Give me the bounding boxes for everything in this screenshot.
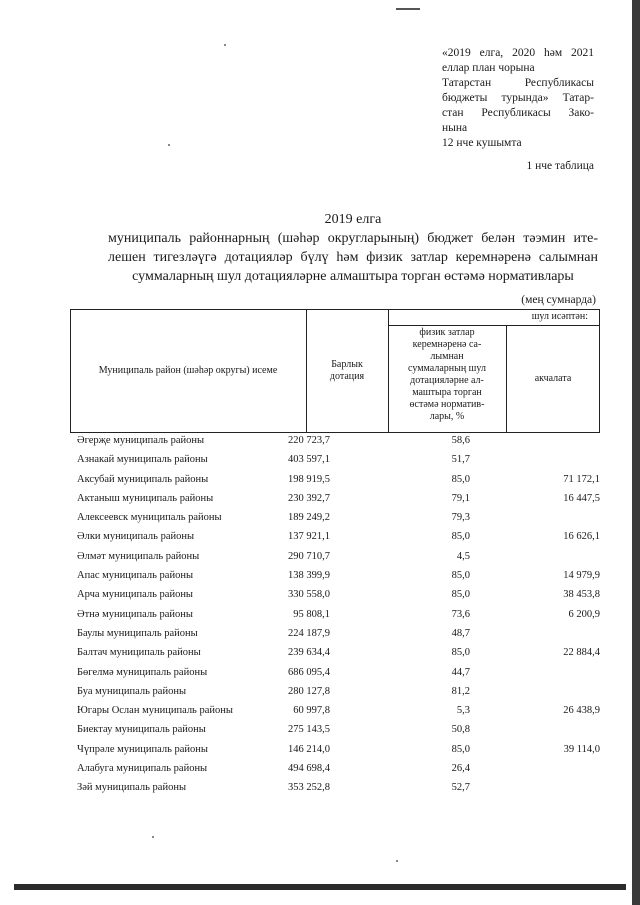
row-name: Аксубай муниципаль районы [77, 473, 209, 485]
row-norm: 50,8 [451, 724, 470, 736]
row-total: 224 187,9 [288, 627, 330, 639]
header-border-left [70, 309, 71, 433]
units-note: (мең сумнарда) [521, 294, 596, 306]
row-norm: 26,4 [451, 763, 470, 775]
table-row [70, 701, 600, 720]
header-divider [388, 309, 389, 433]
table-row [70, 566, 600, 585]
row-total: 95 808,1 [293, 608, 330, 620]
row-total: 280 127,8 [288, 685, 330, 697]
row-total: 220 723,7 [288, 435, 330, 446]
title-line: суммаларның шул дотацияләрне алмаштыра торган өстәмә нормативлары [132, 269, 574, 284]
row-name: Зәй муниципаль районы [77, 782, 187, 794]
row-total: 189 249,2 [288, 512, 330, 524]
row-norm: 85,0 [451, 589, 470, 601]
row-norm: 79,3 [451, 512, 470, 524]
table-row [70, 527, 600, 546]
header-total-line: Барлык [331, 359, 363, 370]
law-reference-line: еллар план чорына [442, 62, 535, 74]
header-border-right [599, 309, 600, 433]
header-including: шул исәптән: [531, 311, 588, 322]
row-total: 137 921,1 [288, 531, 330, 543]
row-name: Чүпрәле муниципаль районы [77, 743, 208, 755]
row-total: 138 399,9 [288, 570, 330, 582]
law-reference-line: нына [442, 122, 468, 134]
header-norm-line: лары, % [429, 411, 465, 422]
row-norm: 4,5 [456, 550, 470, 562]
table-row [70, 720, 600, 739]
table-header [70, 309, 600, 433]
table-row [70, 759, 600, 778]
table-row [70, 624, 600, 643]
row-total: 353 252,8 [288, 782, 330, 794]
row-total: 275 143,5 [288, 724, 330, 736]
header-total [308, 359, 386, 383]
table-row [70, 682, 600, 701]
row-total: 494 698,4 [288, 763, 330, 775]
row-cash: 14 979,9 [563, 570, 600, 582]
table-row [70, 470, 600, 489]
scan-speck [152, 836, 154, 838]
header-norm-line: өстәмә норматив- [409, 399, 485, 410]
row-name: Әгерҗе муниципаль районы [77, 435, 205, 446]
header-norm-line: суммаларның шул [408, 363, 486, 374]
row-norm: 58,6 [451, 435, 470, 446]
row-norm: 73,6 [451, 608, 470, 620]
row-norm: 85,0 [451, 570, 470, 582]
header-norm-line: дотацияләрне ал- [410, 375, 484, 386]
row-name: Арча муниципаль районы [77, 589, 193, 601]
row-norm: 51,7 [451, 454, 470, 466]
row-norm: 85,0 [451, 473, 470, 485]
table-row [70, 489, 600, 508]
row-cash: 71 172,1 [563, 473, 600, 485]
row-name: Алабуга муниципаль районы [77, 763, 208, 775]
header-norm-line: керемнәренә са- [412, 339, 482, 350]
scan-speck [396, 860, 398, 862]
header-border-top [70, 309, 600, 310]
scan-edge-right [632, 0, 640, 905]
row-name: Бөгелмә муниципаль районы [77, 666, 208, 678]
row-name: Әлки муниципаль районы [77, 531, 195, 543]
row-name: Буа муниципаль районы [77, 685, 187, 697]
law-reference-line: «2019 елга, 2020 һәм 2021 [442, 47, 594, 59]
table-row [70, 547, 600, 566]
title-line: муниципаль районнарның (шәһәр округларының) бюджет белән тәэмин ите- [108, 231, 598, 246]
row-name: Баулы муниципаль районы [77, 627, 198, 639]
row-name: Алексеевск муниципаль районы [77, 512, 222, 524]
table-row [70, 585, 600, 604]
row-norm: 85,0 [451, 531, 470, 543]
header-total-line: дотация [329, 371, 365, 382]
law-reference-line: Татарстан Республикасы [442, 77, 594, 89]
header-subrow-line [388, 325, 600, 326]
row-norm: 44,7 [451, 666, 470, 678]
table-row [70, 740, 600, 759]
scan-mark [396, 8, 420, 10]
row-norm: 81,2 [451, 685, 470, 697]
header-cash: акчалата [534, 373, 572, 384]
table-body [70, 431, 600, 798]
row-cash: 39 114,0 [563, 743, 600, 755]
row-name: Азнакай муниципаль районы [77, 454, 208, 466]
row-norm: 52,7 [451, 782, 470, 794]
row-total: 239 634,4 [288, 647, 330, 659]
row-total: 60 997,8 [293, 705, 330, 717]
header-divider [506, 325, 507, 433]
row-total: 330 558,0 [288, 589, 330, 601]
row-norm: 85,0 [451, 647, 470, 659]
table-row [70, 663, 600, 682]
header-norm-line: лымнан [430, 351, 464, 362]
header-additional-norm [390, 327, 504, 423]
table-row [70, 508, 600, 527]
row-name: Апас муниципаль районы [77, 570, 193, 582]
row-norm: 48,7 [451, 627, 470, 639]
row-name: Биектау муниципаль районы [77, 724, 206, 736]
header-divider [306, 309, 307, 433]
row-name: Балтач муниципаль районы [77, 647, 201, 659]
table-row [70, 431, 600, 450]
header-norm-line: маштыра торган [412, 387, 482, 398]
row-name: Әтнә муниципаль районы [77, 608, 193, 620]
scan-speck [168, 144, 170, 146]
header-norm-line: физик затлар [419, 327, 475, 338]
table-row [70, 778, 600, 797]
row-norm: 85,0 [451, 743, 470, 755]
row-total: 290 710,7 [288, 550, 330, 562]
row-total: 146 214,0 [288, 743, 330, 755]
row-total: 686 095,4 [288, 666, 330, 678]
row-total: 230 392,7 [288, 492, 330, 504]
row-cash: 16 447,5 [563, 492, 600, 504]
law-reference [442, 46, 594, 151]
row-cash: 38 453,8 [563, 589, 600, 601]
title-line: лешен тигезләүгә дотацияләр бүлү һәм физик затлар керемнәренә салымнан [108, 250, 598, 265]
law-reference-line: стан Республикасы Зако- [442, 107, 594, 119]
row-total: 403 597,1 [288, 454, 330, 466]
table-row [70, 643, 600, 662]
row-norm: 79,1 [451, 492, 470, 504]
header-name: Муниципаль район (шәһәр округы) исеме [98, 365, 278, 376]
table-number: 1 нче таблица [526, 160, 594, 172]
scan-speck [224, 44, 226, 46]
row-cash: 22 884,4 [563, 647, 600, 659]
document-title [108, 210, 598, 286]
table-row [70, 450, 600, 469]
row-name: Әлмәт муниципаль районы [77, 550, 200, 562]
title-year: 2019 елга [324, 212, 382, 227]
row-name: Югары Ослан муниципаль районы [77, 705, 233, 717]
row-name: Актаныш муниципаль районы [77, 492, 214, 504]
row-total: 198 919,5 [288, 473, 330, 485]
row-cash: 16 626,1 [563, 531, 600, 543]
scan-edge-bottom [14, 884, 626, 890]
table-row [70, 605, 600, 624]
law-reference-line: 12 нче кушымта [442, 137, 522, 149]
row-norm: 5,3 [456, 705, 470, 717]
law-reference-line: бюджеты турында» Татар- [442, 92, 594, 104]
row-cash: 6 200,9 [568, 608, 600, 620]
row-cash: 26 438,9 [563, 705, 600, 717]
